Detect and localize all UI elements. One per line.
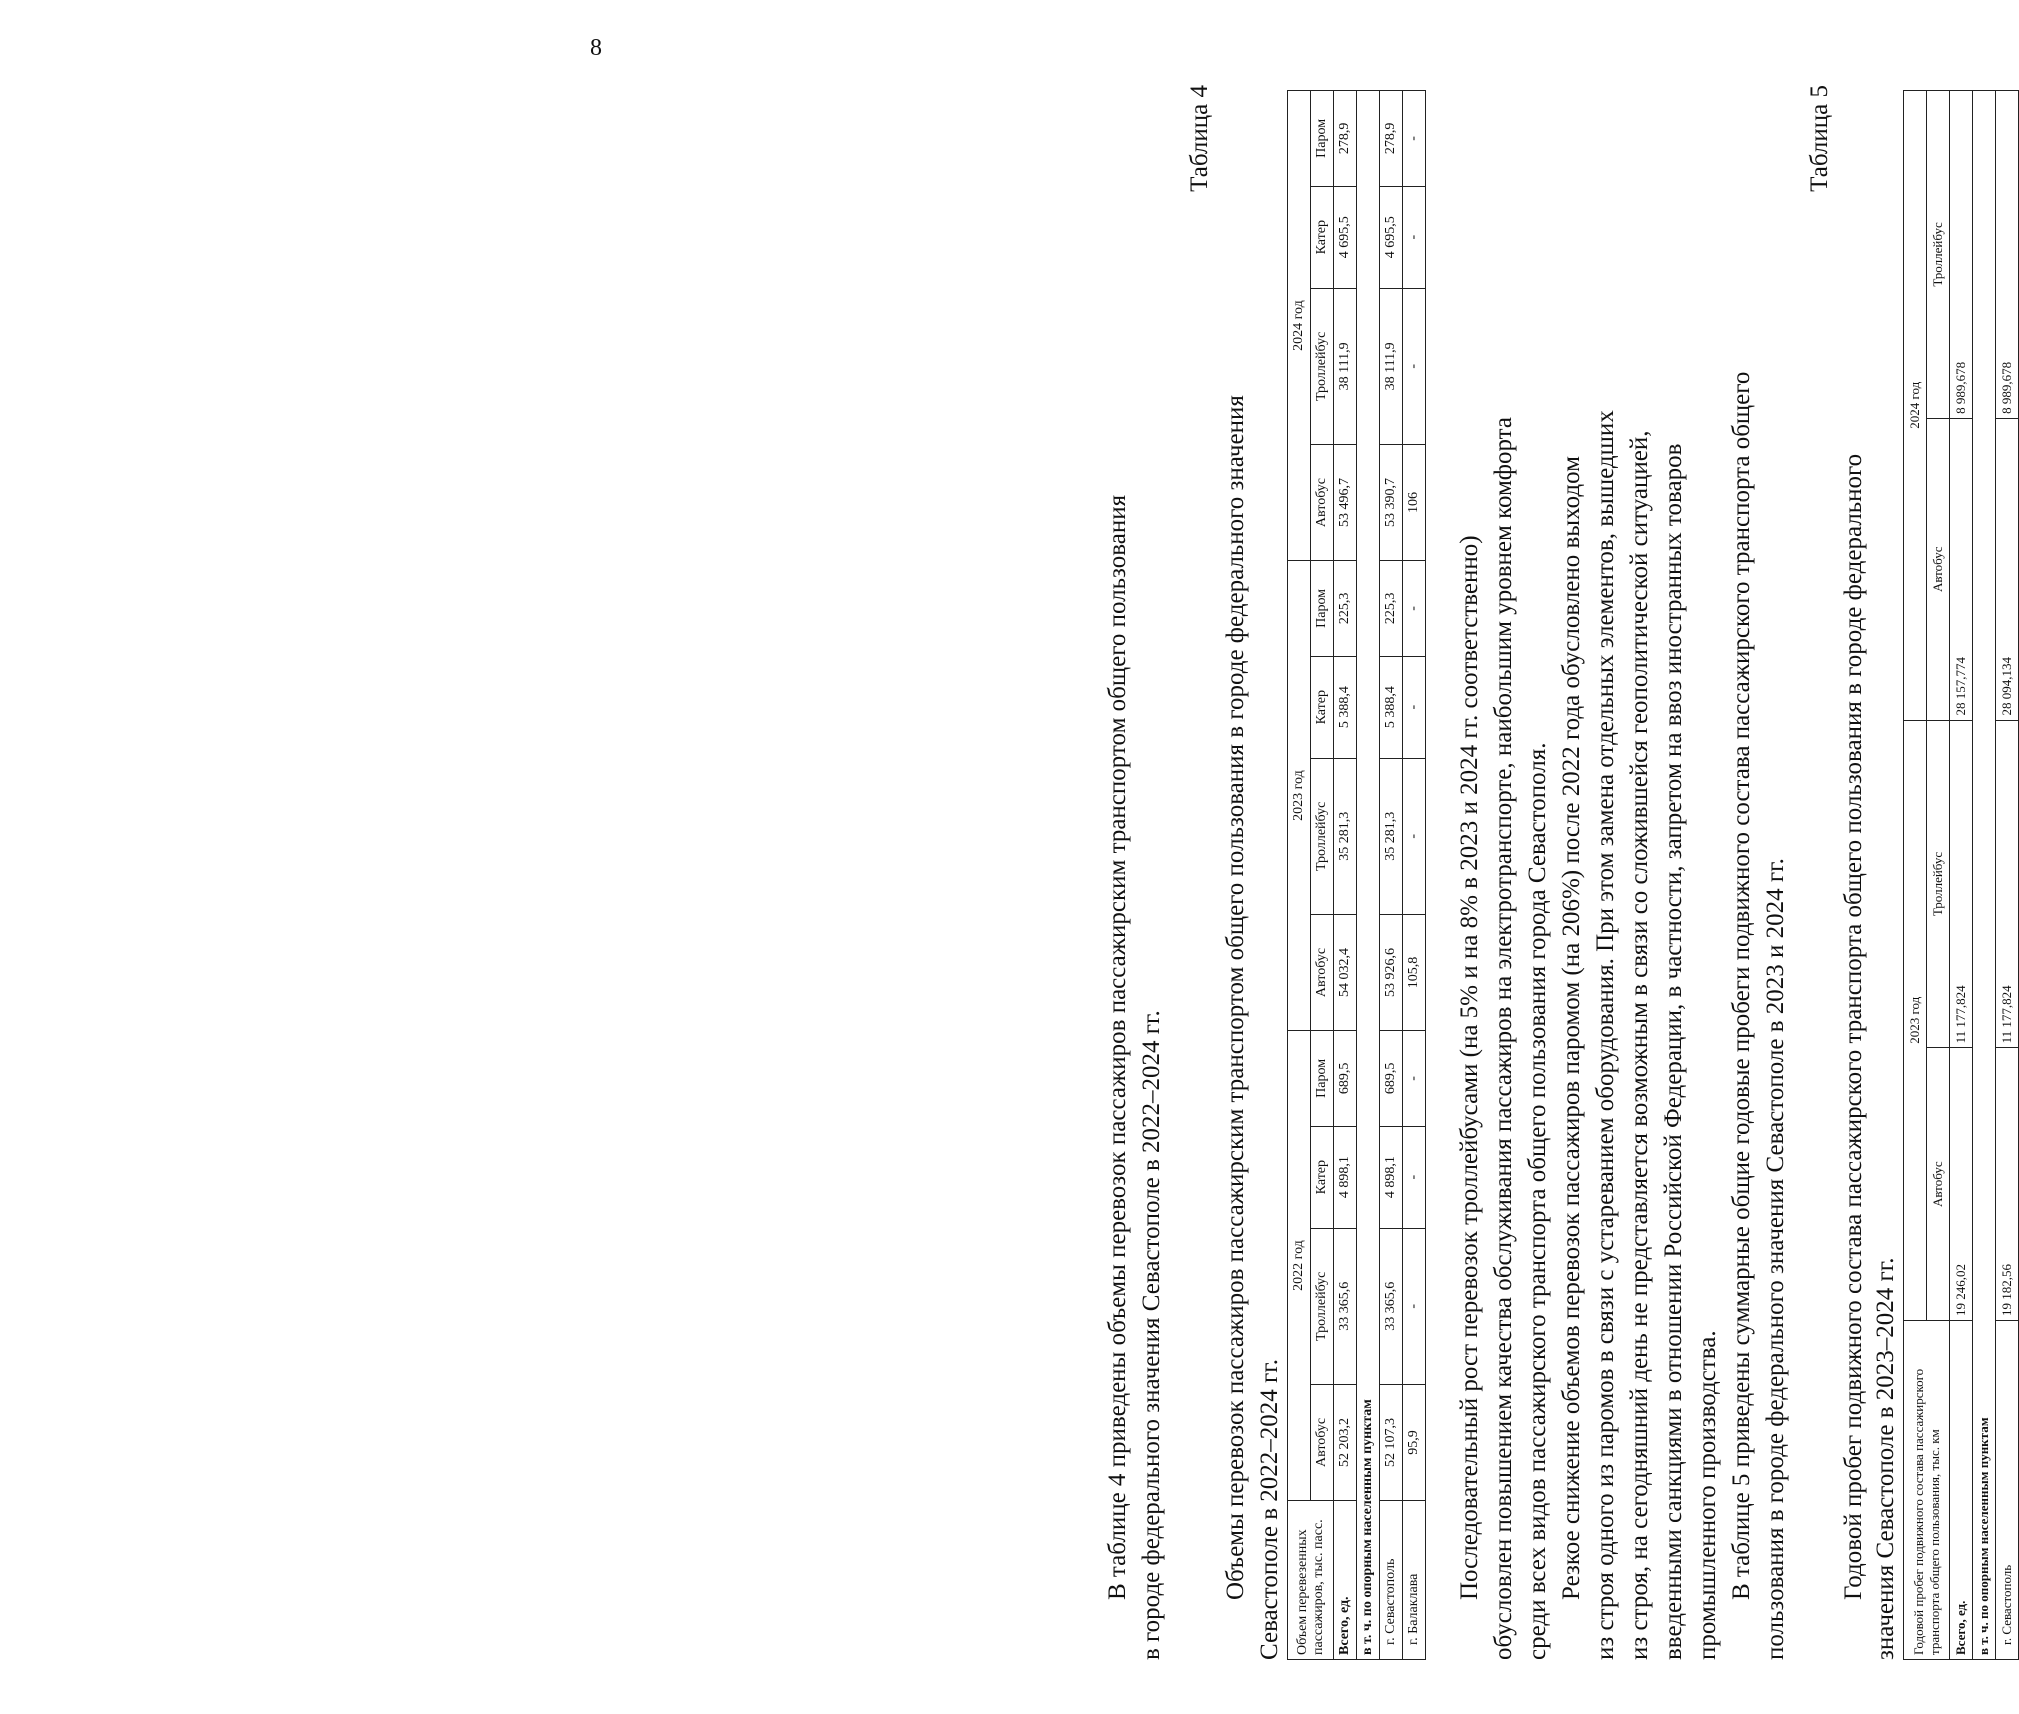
t4-mode: Катер: [1311, 186, 1334, 288]
intro-line-1: В таблице 4 приведены объемы перевозок пассажиров пассажирским транспортом общего пользования: [1104, 494, 1131, 1600]
t5-mode: Автобус: [1927, 1048, 1950, 1321]
t4-cell: -: [1403, 561, 1426, 657]
t4-cell: 106: [1403, 445, 1426, 561]
t4-cell: 278,9: [1334, 91, 1357, 187]
t4-mode: Паром: [1311, 91, 1334, 187]
t4-cell: -: [1403, 1126, 1426, 1228]
t5-mode: Автобус: [1927, 418, 1950, 720]
para2-line-1: Резкое снижение объемов перевозок пассажиров паромом (на 206%) после 2022 года обусловлено выходом: [1558, 456, 1585, 1600]
t4-row-label: Всего, ед.: [1334, 1501, 1357, 1660]
t4-mode: Катер: [1311, 656, 1334, 758]
table4-head-label: Объем перевезенных пассажиров, тыс. пасс.: [1288, 1501, 1334, 1660]
table-4: [1287, 90, 1426, 1660]
t4-cell: -: [1403, 656, 1426, 758]
t4-row-label: г. Балаклава: [1403, 1501, 1426, 1660]
table4-year-2023: 2023 год: [1288, 561, 1311, 1031]
table5-label: Таблица 5: [1806, 85, 1833, 192]
t4-cell: 278,9: [1380, 91, 1403, 187]
table5-caption-2: значения Севастополе в 2023–2024 гг.: [1872, 1257, 1899, 1660]
t4-cell: 225,3: [1334, 561, 1357, 657]
t5-cell: 19 246,02: [1950, 1048, 1973, 1321]
t5-mode: Троллейбус: [1927, 91, 1950, 419]
t4-cell: 33 365,6: [1380, 1228, 1403, 1384]
t4-mode: Катер: [1311, 1126, 1334, 1228]
table4-caption-2: Севастополе в 2022–2024 гг.: [1256, 1359, 1283, 1660]
table4-year-2022: 2022 год: [1288, 1031, 1311, 1501]
table-row: [1357, 91, 1380, 1660]
t4-mode: Паром: [1311, 561, 1334, 657]
t4-cell: 105,8: [1403, 915, 1426, 1031]
t4-cell: 33 365,6: [1334, 1228, 1357, 1384]
para3-line-2: пользования в городе федерального значения Севастополе в 2023 и 2024 гг.: [1762, 858, 1789, 1660]
t4-mode: Автобус: [1311, 915, 1334, 1031]
t5-row-label: Всего, ед.: [1950, 1321, 1973, 1660]
t5-cell: 8 989,678: [1950, 91, 1973, 419]
t4-cell: 54 032,4: [1334, 915, 1357, 1031]
intro-line-2: в городе федерального значения Севастополе в 2022–2024 гг.: [1138, 1010, 1165, 1660]
para2-line-2: из строя одного из паромов в связи с устареванием оборудования. При этом замена отдельных элементов, вышедших: [1592, 410, 1619, 1660]
para2-line-4: введенными санкциями в отношении Российской Федерации, в частности, запретом на ввоз иностранных товаров: [1660, 443, 1687, 1660]
t5-cell: 8 989,678: [1996, 91, 2019, 419]
para2-line-5: промышленного производства.: [1694, 1330, 1721, 1660]
t4-cell: 95,9: [1403, 1384, 1426, 1500]
t4-cell: 52 203,2: [1334, 1384, 1357, 1500]
table-row: [1334, 91, 1357, 1660]
t4-cell: 35 281,3: [1334, 758, 1357, 914]
table-row: [1973, 91, 1996, 1660]
t4-cell: -: [1403, 186, 1426, 288]
t4-cell: 4 898,1: [1380, 1126, 1403, 1228]
t4-cell: 38 111,9: [1334, 288, 1357, 444]
t4-cell: 53 496,7: [1334, 445, 1357, 561]
table4-year-2024: 2024 год: [1288, 91, 1311, 561]
t4-mode: Троллейбус: [1311, 758, 1334, 914]
rotated-page-content: [1085, 80, 2014, 1660]
t4-cell: 52 107,3: [1380, 1384, 1403, 1500]
t4-cell: 4 695,5: [1380, 186, 1403, 288]
t4-cell: 5 388,4: [1380, 656, 1403, 758]
para1-line-3: среди всех видов пассажирского транспорта общего пользования города Севастополя.: [1524, 742, 1551, 1660]
t4-cell: 53 926,6: [1380, 915, 1403, 1031]
table-5: [1903, 90, 2019, 1660]
t4-cell: 689,5: [1380, 1031, 1403, 1127]
table5-head-label: Годовой пробег подвижного состава пассажирского транспорта общего пользования, тыс. км: [1904, 1321, 1950, 1660]
t5-cell: 28 094,134: [1996, 418, 2019, 720]
t4-row-label: г. Севастополь: [1380, 1501, 1403, 1660]
para1-line-2: обусловлен повышением качества обслуживания пассажиров на электротранспорте, наибольшим уровнем комфорта: [1490, 417, 1517, 1660]
t5-cell: 11 177,824: [1950, 720, 1973, 1048]
page-number: 8: [590, 35, 602, 61]
t4-cell: -: [1403, 288, 1426, 444]
para3-line-1: В таблице 5 приведены суммарные общие годовые пробеги подвижного состава пассажирского транспорта общего: [1728, 371, 1755, 1600]
t5-cell: 11 177,824: [1996, 720, 2019, 1048]
t4-cell: 225,3: [1380, 561, 1403, 657]
t4-subheader: в т. ч. по опорным населенным пунктам: [1357, 91, 1380, 1660]
table5-year-2023: 2023 год: [1904, 720, 1927, 1320]
t4-cell: 4 898,1: [1334, 1126, 1357, 1228]
t4-mode: Автобус: [1311, 445, 1334, 561]
t4-cell: 5 388,4: [1334, 656, 1357, 758]
t5-mode: Троллейбус: [1927, 720, 1950, 1048]
t4-cell: -: [1403, 1228, 1426, 1384]
t4-mode: Троллейбус: [1311, 1228, 1334, 1384]
table4-label: Таблица 4: [1186, 85, 1213, 192]
table-row: [1403, 91, 1426, 1660]
t4-cell: 4 695,5: [1334, 186, 1357, 288]
t5-cell: 19 182,56: [1996, 1048, 2019, 1321]
table5-caption-1: Годовой пробег подвижного состава пассажирского транспорта общего пользования в городе федерального: [1840, 453, 1867, 1600]
table-row: [1380, 91, 1403, 1660]
t4-cell: 35 281,3: [1380, 758, 1403, 914]
table4-caption-1: Объемы перевозок пассажиров пассажирским транспортом общего пользования в городе федерального значения: [1222, 395, 1249, 1600]
t4-mode: Автобус: [1311, 1384, 1334, 1500]
table5-year-2024: 2024 год: [1904, 91, 1927, 721]
para1-line-1: Последовательный рост перевозок троллейбусами (на 5% и на 8% в 2023 и 2024 гг. соответственно): [1456, 535, 1483, 1600]
t4-cell: 689,5: [1334, 1031, 1357, 1127]
para2-line-3: из строя, на сегодняшний день не представляется возможным в связи со сложившейся геополитической ситуацией,: [1626, 430, 1653, 1660]
t5-row-label: г. Севастополь: [1996, 1321, 2019, 1660]
t5-cell: 28 157,774: [1950, 418, 1973, 720]
t4-cell: 38 111,9: [1380, 288, 1403, 444]
table-row: [1950, 91, 1973, 1660]
t4-cell: -: [1403, 1031, 1426, 1127]
table-row: [1996, 91, 2019, 1660]
t4-cell: 53 390,7: [1380, 445, 1403, 561]
t4-mode: Троллейбус: [1311, 288, 1334, 444]
t4-cell: -: [1403, 758, 1426, 914]
t4-mode: Паром: [1311, 1031, 1334, 1127]
t4-cell: -: [1403, 91, 1426, 187]
t5-subheader: в т. ч. по опорным населенным пунктам: [1973, 91, 1996, 1660]
